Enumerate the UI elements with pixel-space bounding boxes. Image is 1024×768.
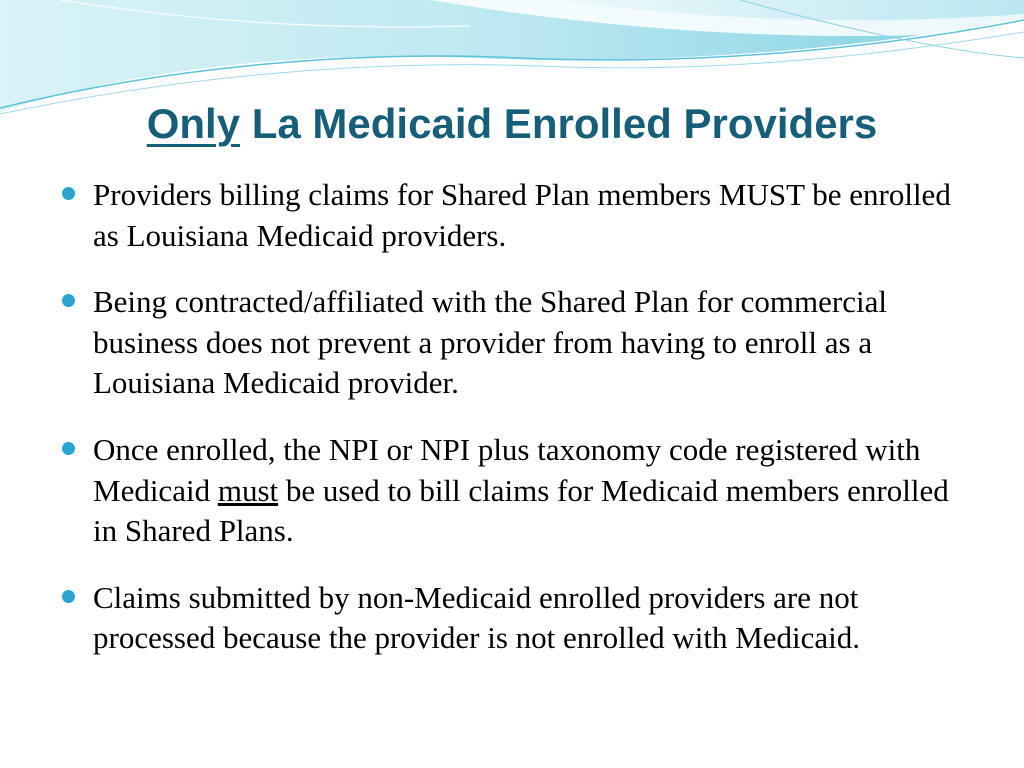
slide-title [0,94,1024,154]
bullet-item-2 [62,282,962,404]
bullet-text-2: Being contracted/affiliated with the Shared Plan for commercial business does not prevent a provider from having to enroll as a Louisiana Medicaid provider. [93,284,887,401]
bullet-item-4 [62,578,962,659]
bullet-dot-icon [62,442,75,455]
bullet-dot-icon [62,187,75,200]
bullet-text-4: Claims submitted by non-Medicaid enrolled providers are not processed because the provider is not enrolled with Medicaid. [93,579,861,656]
bullet-item-3 [62,430,962,552]
bullet-item-1 [62,175,962,256]
title-emphasis: Only [146,100,241,147]
bullet-text-3-after: be used to bill claims for Medicaid members enrolled in Shared Plans. [93,472,949,549]
bullet-text-3-underlined: must [217,472,279,508]
bullet-dot-icon [62,294,75,307]
bullet-text-1: Providers billing claims for Shared Plan members MUST be enrolled as Louisiana Medicaid providers. [93,177,951,253]
bullet-text-3-before: Once enrolled, the NPI or NPI plus taxonomy code registered with Medicaid [93,431,921,508]
bullet-list [62,175,962,685]
title-rest: La Medicaid Enrolled Providers [240,100,878,147]
bullet-dot-icon [62,590,75,603]
